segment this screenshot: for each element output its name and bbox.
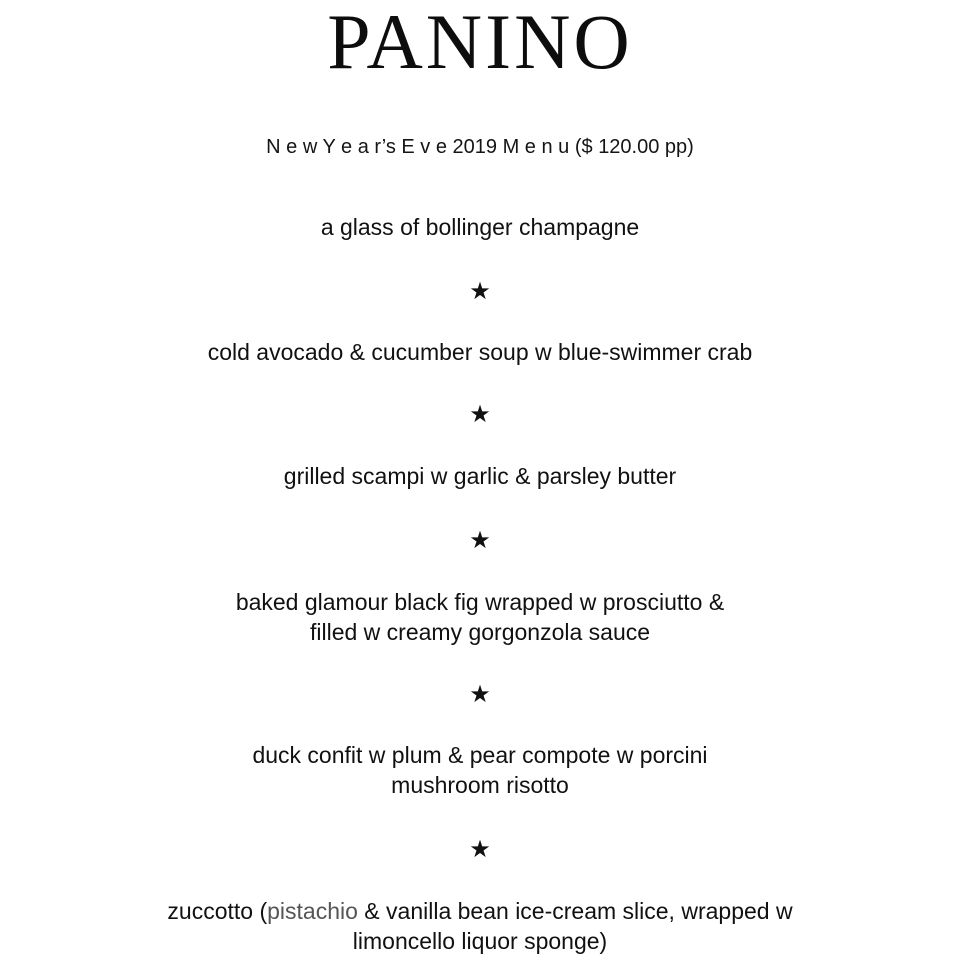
menu-subtitle: N e w Y e a r’s E v e 2019 M e n u ($ 120.00 pp) — [266, 136, 694, 158]
course-6 — [60, 896, 900, 956]
star-separator-icon: ★ — [469, 835, 491, 863]
star-separator-icon: ★ — [469, 277, 491, 305]
course-5-line-1: duck confit w plum & pear compote w porcini — [252, 742, 708, 768]
course-4-line-1: baked glamour black fig wrapped w prosciutto & — [235, 589, 725, 615]
course-6-text-b: & vanilla bean ice-cream slice, wrapped w — [357, 898, 793, 924]
course-5 — [60, 740, 900, 800]
course-6-line-1 — [60, 896, 900, 926]
course-4-line-2: filled w creamy gorgonzola sauce — [309, 619, 651, 645]
star-separator-icon: ★ — [469, 400, 491, 428]
course-6-text-pistachio: pistachio — [267, 898, 358, 924]
course-1-line-1: a glass of bollinger champagne — [320, 214, 640, 240]
star-separator-icon: ★ — [469, 680, 491, 708]
course-1 — [60, 212, 900, 242]
course-4 — [60, 587, 900, 647]
course-6-line-2: limoncello liquor sponge) — [352, 928, 608, 954]
star-separator-icon: ★ — [469, 526, 491, 554]
course-5-line-2: mushroom risotto — [391, 772, 569, 798]
restaurant-name: PANINO — [327, 0, 633, 85]
course-2-line-1: cold avocado & cucumber soup w blue-swimmer crab — [207, 339, 753, 365]
course-3 — [60, 461, 900, 491]
course-2 — [60, 337, 900, 367]
course-6-text-a: zuccotto ( — [167, 898, 268, 924]
course-3-line-1: grilled scampi w garlic & parsley butter — [283, 463, 677, 489]
